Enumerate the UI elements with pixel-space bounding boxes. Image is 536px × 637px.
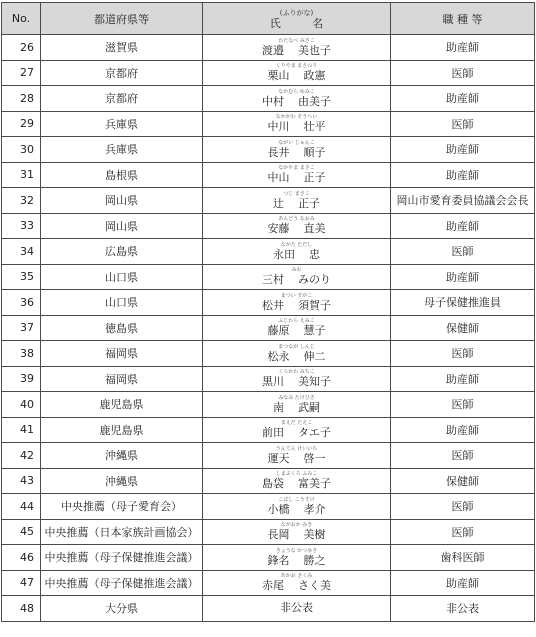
row-no: 35	[2, 264, 41, 290]
table-row	[2, 162, 535, 188]
row-occupation: 助産師	[391, 137, 535, 163]
row-family-name: 島袋	[262, 477, 284, 491]
row-given-name: みのり	[298, 273, 331, 287]
row-given-name: 順子	[303, 145, 326, 159]
row-name	[203, 494, 391, 520]
row-name-furigana: ながおか みき	[280, 522, 313, 529]
table-row	[2, 494, 535, 520]
row-prefecture: 福岡県	[41, 366, 203, 392]
row-name-furigana: なかやま まさこ	[278, 165, 315, 172]
row-occupation: 保健師	[391, 315, 535, 341]
header-name-furigana: (ふりがな)	[279, 8, 314, 17]
table-row	[2, 264, 535, 290]
row-prefecture: 中央推薦（母子保健推進会議）	[41, 570, 203, 596]
row-name-furigana: こばし こうすけ	[278, 496, 315, 503]
row-no: 44	[2, 494, 41, 520]
row-prefecture: 京都府	[41, 60, 203, 86]
row-no: 34	[2, 239, 41, 265]
row-prefecture: 兵庫県	[41, 111, 203, 137]
table-row	[2, 188, 535, 214]
row-name	[203, 188, 391, 214]
row-occupation: 助産師	[391, 213, 535, 239]
row-no: 29	[2, 111, 41, 137]
table-row	[2, 519, 535, 545]
table-row	[2, 60, 535, 86]
table-row	[2, 392, 535, 418]
row-family-name: 松永	[267, 349, 290, 363]
row-name-furigana: しまぶくろ ふみこ	[275, 471, 318, 478]
header-prefecture: 都道府県等	[41, 3, 203, 35]
row-prefecture: 中央推薦（母子愛育会）	[41, 494, 203, 520]
row-no: 37	[2, 315, 41, 341]
row-name-furigana: みなみ たけひさ	[278, 394, 315, 401]
table-row	[2, 137, 535, 163]
row-occupation: 医師	[391, 519, 535, 545]
row-name	[203, 596, 391, 622]
header-row	[2, 3, 535, 35]
row-no: 36	[2, 290, 41, 316]
row-no: 40	[2, 392, 41, 418]
table-row	[2, 111, 535, 137]
row-no: 30	[2, 137, 41, 163]
row-no: 43	[2, 468, 41, 494]
row-family-name: 黒川	[262, 375, 284, 389]
row-family-name: 中山	[267, 171, 290, 185]
row-prefecture: 徳島県	[41, 315, 203, 341]
table-row	[2, 468, 535, 494]
row-name	[203, 392, 391, 418]
award-recipients-table	[1, 2, 535, 622]
row-occupation: 医師	[391, 392, 535, 418]
row-prefecture: 鹿児島県	[41, 417, 203, 443]
row-prefecture: 広島県	[41, 239, 203, 265]
table-row	[2, 570, 535, 596]
row-family-name: 非公表	[280, 601, 313, 615]
row-given-name: 忠	[309, 247, 320, 261]
row-occupation: 医師	[391, 60, 535, 86]
row-name-furigana: ふじわら えみこ	[278, 318, 315, 325]
table-row	[2, 213, 535, 239]
row-given-name: タエ子	[298, 426, 331, 440]
row-given-name: 政憲	[303, 69, 326, 83]
row-prefecture: 山口県	[41, 290, 203, 316]
row-given-name: 伸二	[303, 349, 326, 363]
row-no: 32	[2, 188, 41, 214]
table-row	[2, 239, 535, 265]
row-name-furigana: くりやま まさのり	[275, 63, 318, 70]
row-occupation: 医師	[391, 239, 535, 265]
row-family-name: 渡邉	[262, 43, 284, 57]
row-no: 38	[2, 341, 41, 367]
row-name	[203, 519, 391, 545]
row-name	[203, 35, 391, 61]
table-row	[2, 545, 535, 571]
table-row	[2, 443, 535, 469]
table-row	[2, 35, 535, 61]
row-name	[203, 341, 391, 367]
row-occupation: 非公表	[391, 596, 535, 622]
row-prefecture: 中央推薦（日本家族計画協会）	[41, 519, 203, 545]
row-prefecture: 岡山県	[41, 213, 203, 239]
row-given-name: 武嗣	[298, 400, 320, 414]
row-family-name: 赤尾	[262, 579, 284, 593]
row-name	[203, 162, 391, 188]
row-no: 48	[2, 596, 41, 622]
row-name-furigana: なかむら ゆみこ	[278, 88, 315, 95]
row-name	[203, 443, 391, 469]
row-name	[203, 315, 391, 341]
row-name	[203, 417, 391, 443]
table-row	[2, 596, 535, 622]
row-name	[203, 213, 391, 239]
row-family-name: 中川	[267, 120, 290, 134]
row-occupation: 歯科医師	[391, 545, 535, 571]
table-row	[2, 366, 535, 392]
row-no: 42	[2, 443, 41, 469]
row-occupation: 医師	[391, 443, 535, 469]
row-prefecture: 滋賀県	[41, 35, 203, 61]
row-given-name: 孝介	[303, 502, 326, 516]
row-name-furigana: つじ まさこ	[283, 190, 310, 197]
row-family-name: 前田	[262, 426, 284, 440]
row-name	[203, 290, 391, 316]
row-family-name: 安藤	[267, 222, 290, 236]
row-no: 28	[2, 86, 41, 112]
row-name-furigana: まつい すがこ	[280, 292, 313, 299]
row-name	[203, 60, 391, 86]
row-given-name: 直美	[303, 222, 326, 236]
table-row	[2, 290, 535, 316]
row-name-furigana: きょうな かつゆき	[275, 547, 318, 554]
row-no: 31	[2, 162, 41, 188]
row-occupation: 母子保健推進員	[391, 290, 535, 316]
row-name	[203, 137, 391, 163]
row-given-name: 須賀子	[298, 298, 331, 312]
row-prefecture: 大分県	[41, 596, 203, 622]
row-occupation: 助産師	[391, 264, 535, 290]
row-family-name: 鋒名	[267, 553, 290, 567]
header-no: No.	[2, 3, 41, 35]
row-name-furigana: わたなべ みさこ	[278, 37, 315, 44]
row-prefecture: 鹿児島県	[41, 392, 203, 418]
row-family-name: 栗山	[267, 69, 290, 83]
row-name-furigana: みわ	[291, 267, 302, 274]
row-prefecture: 岡山県	[41, 188, 203, 214]
row-name	[203, 570, 391, 596]
row-family-name: 長岡	[267, 528, 290, 542]
row-family-name: 辻	[273, 196, 284, 210]
row-given-name: 由美子	[298, 94, 331, 108]
row-name-furigana: うんてん けいいち	[275, 445, 318, 452]
row-name	[203, 366, 391, 392]
row-no: 47	[2, 570, 41, 596]
row-no: 26	[2, 35, 41, 61]
row-family-name: 運天	[267, 451, 290, 465]
row-prefecture: 中央推薦（母子保健推進会議）	[41, 545, 203, 571]
row-given-name: さく美	[298, 579, 331, 593]
row-prefecture: 沖縄県	[41, 443, 203, 469]
row-no: 46	[2, 545, 41, 571]
row-given-name: 正子	[298, 196, 320, 210]
row-given-name: 富美子	[298, 477, 331, 491]
row-family-name: 中村	[262, 94, 284, 108]
table-row	[2, 315, 535, 341]
header-name	[203, 3, 391, 35]
row-occupation: 保健師	[391, 468, 535, 494]
row-name-furigana: あんどう なおみ	[278, 216, 315, 223]
row-family-name: 小橋	[267, 502, 290, 516]
row-family-name: 三村	[262, 273, 284, 287]
row-given-name: 壮平	[303, 120, 326, 134]
row-occupation: 医師	[391, 341, 535, 367]
row-given-name: 正子	[303, 171, 326, 185]
row-prefecture: 福岡県	[41, 341, 203, 367]
row-prefecture: 京都府	[41, 86, 203, 112]
row-given-name: 美樹	[303, 528, 326, 542]
row-no: 27	[2, 60, 41, 86]
row-occupation: 岡山市愛育委員協議会会長	[391, 188, 535, 214]
row-name	[203, 86, 391, 112]
row-family-name: 南	[273, 400, 284, 414]
row-occupation: 助産師	[391, 570, 535, 596]
row-prefecture: 兵庫県	[41, 137, 203, 163]
row-no: 39	[2, 366, 41, 392]
row-name-furigana: まつなが しんじ	[278, 343, 315, 350]
row-name-furigana: まえだ たえこ	[280, 420, 313, 427]
row-prefecture: 沖縄県	[41, 468, 203, 494]
row-occupation: 助産師	[391, 162, 535, 188]
row-name-furigana: あかお さくみ	[280, 573, 313, 580]
table-row	[2, 417, 535, 443]
row-name-furigana: ながい じゅんこ	[278, 139, 315, 146]
row-name	[203, 545, 391, 571]
row-name	[203, 111, 391, 137]
row-occupation: 助産師	[391, 35, 535, 61]
row-no: 33	[2, 213, 41, 239]
header-occupation: 職 種 等	[391, 3, 535, 35]
row-name	[203, 264, 391, 290]
row-name-furigana: なかがわ そうへい	[275, 114, 318, 121]
table-row	[2, 341, 535, 367]
row-name	[203, 239, 391, 265]
row-no: 45	[2, 519, 41, 545]
row-given-name: 慧子	[303, 324, 326, 338]
row-given-name: 美知子	[298, 375, 331, 389]
row-name-furigana: くろかわ みちこ	[278, 369, 315, 376]
row-occupation: 助産師	[391, 417, 535, 443]
header-name-label: 氏 名	[269, 16, 338, 30]
row-family-name: 永田	[273, 247, 295, 261]
row-name-furigana: ながた ただし	[280, 241, 313, 248]
row-occupation: 医師	[391, 494, 535, 520]
row-occupation: 助産師	[391, 366, 535, 392]
row-family-name: 長井	[267, 145, 290, 159]
row-name	[203, 468, 391, 494]
row-family-name: 松井	[262, 298, 284, 312]
row-given-name: 美也子	[298, 43, 331, 57]
row-family-name: 藤原	[267, 324, 290, 338]
table-row	[2, 86, 535, 112]
row-occupation: 医師	[391, 111, 535, 137]
row-given-name: 勝之	[303, 553, 326, 567]
row-no: 41	[2, 417, 41, 443]
row-prefecture: 島根県	[41, 162, 203, 188]
row-occupation: 助産師	[391, 86, 535, 112]
row-given-name: 啓一	[303, 451, 326, 465]
row-prefecture: 山口県	[41, 264, 203, 290]
